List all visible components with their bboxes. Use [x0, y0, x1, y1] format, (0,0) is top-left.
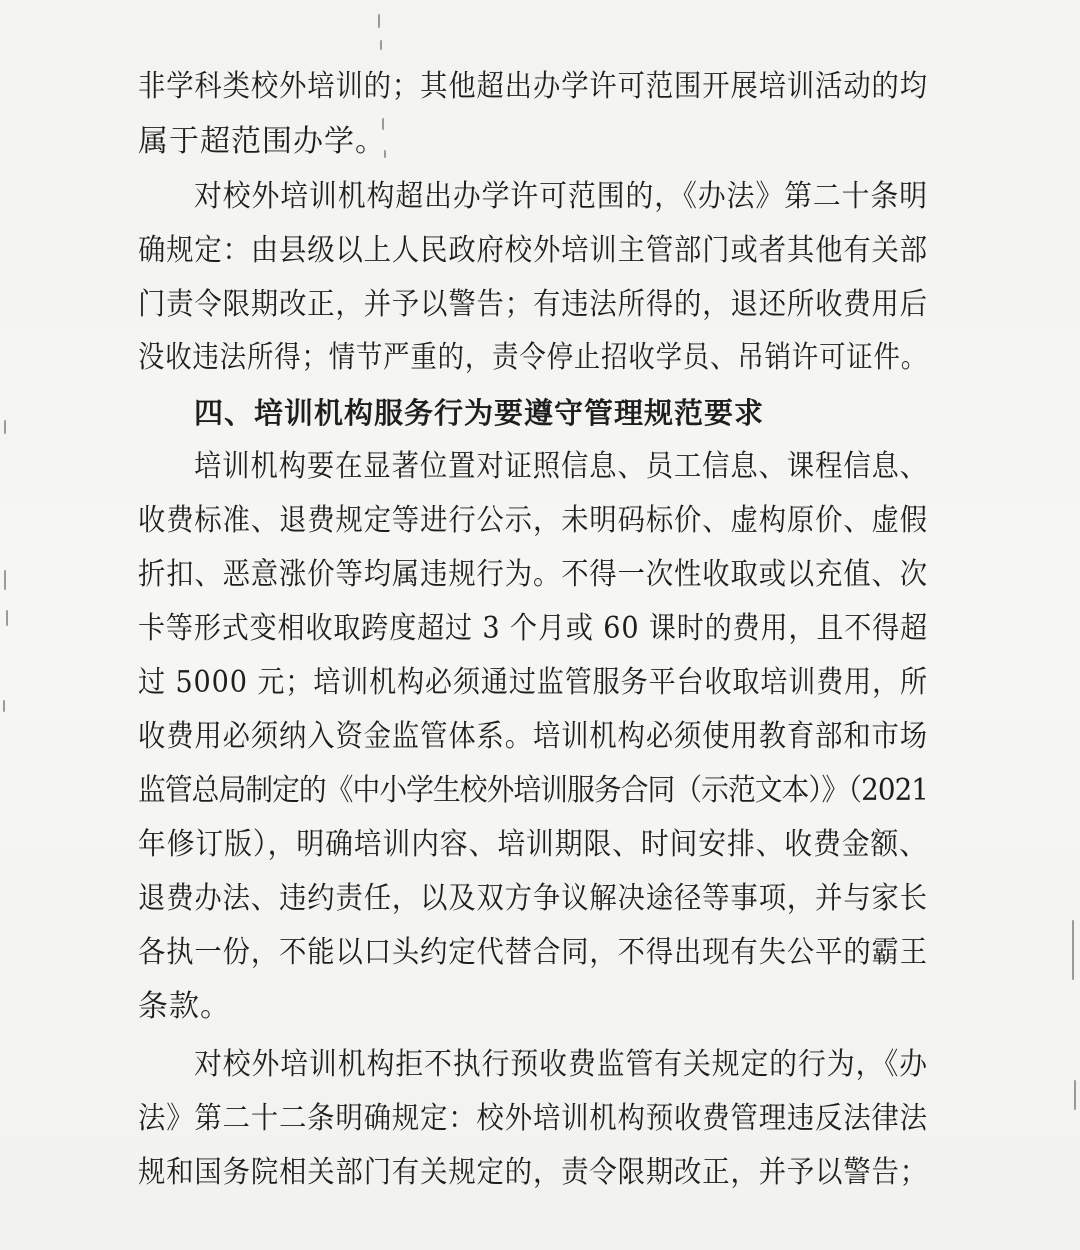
line-text: 退费办法、违约责任，以及双方争议解决途径等事项，并与家长 [138, 881, 928, 916]
scan-speck [1074, 1080, 1076, 1110]
line-text: 非学科类校外培训的；其他超出办学许可范围开展培训活动的均 [138, 69, 928, 104]
scan-speck [4, 570, 6, 590]
line-text: 各执一份，不能以口头约定代替合同，不得出现有失公平的霸王 [138, 935, 928, 970]
line-text: 条款。 [138, 989, 231, 1024]
heading-text: 四、培训机构服务行为要遵守管理规范要求 [194, 396, 765, 430]
line-text: 法》第二十二条明确规定：校外培训机构预收费管理违反法律法 [138, 1101, 928, 1136]
line-text: 没收违法所得；情节严重的，责令停止招收学员、吊销许可证件。 [138, 340, 929, 375]
scan-speck [380, 40, 382, 50]
line-text: 收费用必须纳入资金监管体系。培训机构必须使用教育部和市场 [138, 719, 928, 754]
line-text: 规和国务院相关部门有关规定的，责令限期改正，并予以警告； [138, 1155, 928, 1190]
line-text: 年修订版），明确培训内容、培训期限、时间安排、收费金额、 [138, 827, 928, 862]
line-text: 卡等形式变相收取跨度超过 3 个月或 60 课时的费用，且不得超 [138, 611, 929, 646]
line-text: 过 5000 元；培训机构必须通过监管服务平台收取培训费用，所 [138, 665, 929, 700]
line-text: 折扣、恶意涨价等均属违规行为。不得一次性收取或以充值、次 [138, 557, 928, 592]
scan-speck [3, 700, 5, 712]
line-text: 属于超范围办学。 [138, 124, 386, 159]
scan-speck [6, 610, 8, 626]
line-text: 监管总局制定的《中小学生校外培训服务合同（示范文本）》（2021 [138, 773, 929, 808]
line-text: 确规定：由县级以上人民政府校外培训主管部门或者其他有关部 [138, 233, 928, 268]
line-text: 对校外培训机构拒不执行预收费监管有关规定的行为，《办 [194, 1047, 928, 1082]
scan-speck [1072, 920, 1074, 980]
line-text: 对校外培训机构超出办学许可范围的，《办法》第二十条明 [194, 179, 928, 214]
line-text: 收费标准、退费规定等进行公示，未明码标价、虚构原价、虚假 [138, 503, 928, 538]
scan-speck [378, 14, 380, 28]
line-text: 培训机构要在显著位置对证照信息、员工信息、课程信息、 [194, 449, 929, 484]
scan-speck [4, 420, 6, 434]
line-text: 门责令限期改正，并予以警告；有违法所得的，退还所收费用后 [138, 287, 928, 322]
